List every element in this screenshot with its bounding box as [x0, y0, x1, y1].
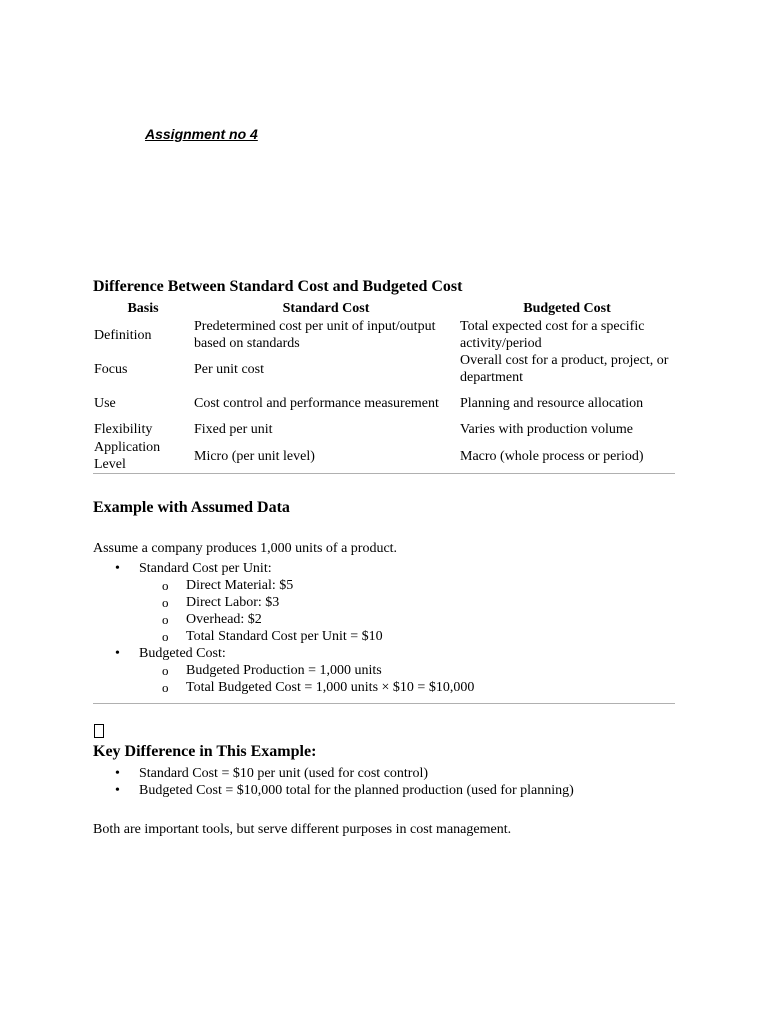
cell-budgeted: Varies with production volume: [460, 422, 634, 437]
comparison-table: [93, 300, 675, 474]
header-budgeted-cost: Budgeted Cost: [523, 301, 611, 316]
cell-standard: Fixed per unit: [194, 422, 273, 437]
cell-basis: Flexibility: [94, 422, 153, 437]
sub-list-item: o Budgeted Production = 1,000 units: [139, 662, 675, 679]
cell-basis: Definition: [94, 327, 152, 343]
cell-standard: Cost control and performance measurement: [194, 395, 439, 411]
table-row: [93, 420, 675, 439]
sub-list-item: o Total Standard Cost per Unit = $10: [139, 628, 675, 645]
list-item: [93, 560, 675, 645]
list-item-label: Budgeted Cost:: [139, 646, 226, 661]
sub-list-item: o Direct Material: $5: [139, 577, 675, 594]
table-row: [93, 352, 675, 386]
cell-basis: Use: [94, 395, 116, 411]
cell-basis: Application Level: [94, 440, 161, 472]
list-item: • Standard Cost = $10 per unit (used for cost control): [93, 765, 693, 782]
horizontal-rule: [93, 703, 675, 704]
example-list: [93, 560, 675, 696]
cell-standard: Per unit cost: [194, 361, 264, 377]
sub-list-item: o Overhead: $2: [139, 611, 675, 628]
list-item: [93, 645, 675, 696]
sub-list: [139, 662, 675, 696]
comparison-heading: Difference Between Standard Cost and Budgeted Cost: [93, 278, 463, 295]
list-item-label: Standard Cost per Unit:: [139, 561, 272, 576]
conclusion-text: Both are important tools, but serve different purposes in cost management.: [93, 822, 512, 837]
sub-list: [139, 577, 675, 645]
table-row: [93, 439, 675, 474]
cell-budgeted: Planning and resource allocation: [460, 395, 644, 411]
example-intro: Assume a company produces 1,000 units of a product.: [93, 541, 398, 556]
cell-standard: Predetermined cost per unit of input/output based on standards: [194, 319, 436, 351]
cell-budgeted: Total expected cost for a specific activity/period: [460, 319, 645, 351]
sub-list-item: o Total Budgeted Cost = 1,000 units × $10 = $10,000: [139, 679, 675, 696]
missing-glyph-icon: [94, 724, 104, 738]
key-difference-heading: Key Difference in This Example:: [93, 743, 317, 760]
sub-list-item: o Direct Labor: $3: [139, 594, 675, 611]
example-heading: Example with Assumed Data: [93, 499, 290, 516]
assignment-title: Assignment no 4: [145, 126, 258, 142]
table-row: [93, 318, 675, 352]
cell-standard: Micro (per unit level): [194, 448, 315, 464]
header-standard-cost: Standard Cost: [282, 301, 370, 316]
cell-basis: Focus: [94, 361, 128, 377]
header-basis: Basis: [127, 301, 159, 316]
list-item: • Budgeted Cost = $10,000 total for the planned production (used for planning): [93, 782, 693, 799]
key-difference-list: [93, 765, 693, 799]
cell-budgeted: Macro (whole process or period): [460, 448, 644, 464]
table-row: [93, 386, 675, 420]
cell-budgeted: Overall cost for a product, project, or department: [460, 353, 669, 385]
